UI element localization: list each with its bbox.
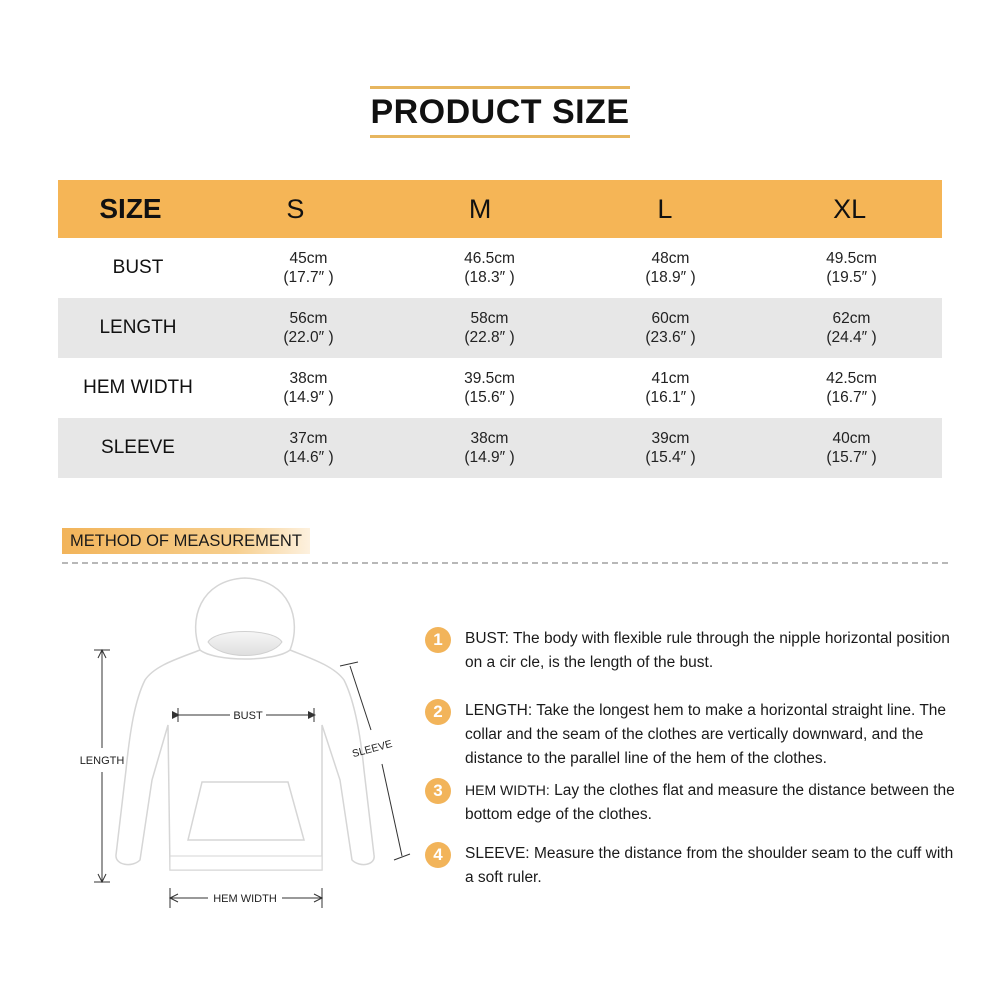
step-body: The body with flexible rule through the nipple horizontal position on a cir cle, is the length of the bust. [465,630,950,671]
header-size-label: SIZE [99,193,162,224]
cell-inch: (18.3″ ) [464,269,515,286]
cell-inch: (24.4″ ) [826,329,877,346]
cell-cm: 56cm [289,310,328,327]
size-chart-table [58,180,942,478]
cell-cm: 48cm [651,250,690,267]
table-cell [761,369,942,407]
cell-cm: 62cm [832,310,871,327]
table-cell [580,309,761,347]
cell-inch: (14.6″ ) [283,449,334,466]
row-label: LENGTH [99,317,177,338]
table-cell [580,429,761,467]
cell-cm: 40cm [832,430,871,447]
cell-cm: 38cm [470,430,509,447]
step-term: LENGTH: [465,702,533,719]
step-description [465,699,955,771]
cell-cm: 58cm [470,310,509,327]
diagram-label-bust: BUST [233,710,263,722]
table-cell [218,249,399,287]
cell-cm: 45cm [289,250,328,267]
step-body: Measure the distance from the shoulder seam to the cuff with a soft ruler. [465,845,954,886]
row-label: HEM WIDTH [83,377,193,398]
page-title: PRODUCT SIZE [370,92,630,131]
table-row-bust [58,238,942,298]
measurement-step-2 [425,699,955,771]
header-size-xl: XL [833,193,867,224]
step-body: Lay the clothes flat and measure the distance between the bottom edge of the clothes. [465,782,955,823]
measurement-step-1 [425,627,955,675]
table-cell [399,369,580,407]
table-cell [580,369,761,407]
cell-cm: 46.5cm [464,250,515,267]
header-size-l: L [657,193,673,224]
cell-inch: (22.8″ ) [464,329,515,346]
cell-cm: 41cm [651,370,690,387]
cell-inch: (16.7″ ) [826,389,877,406]
table-cell [580,249,761,287]
cell-cm: 38cm [289,370,328,387]
title-box [370,86,630,138]
step-description [465,778,955,827]
cell-inch: (14.9″ ) [464,449,515,466]
cell-cm: 42.5cm [826,370,877,387]
step-number-badge: 1 [425,627,451,653]
step-number-badge: 4 [425,842,451,868]
cell-inch: (14.9″ ) [283,389,334,406]
table-row-length [58,298,942,358]
cell-inch: (19.5″ ) [826,269,877,286]
table-cell [218,429,399,467]
table-cell [761,309,942,347]
cell-inch: (15.7″ ) [826,449,877,466]
step-number-badge: 2 [425,699,451,725]
diagram-label-hem-width: HEM WIDTH [213,893,277,905]
table-cell [218,369,399,407]
step-term: BUST: [465,630,509,647]
step-term: SLEEVE: [465,845,530,862]
cell-inch: (22.0″ ) [283,329,334,346]
hoodie-hem [170,856,322,870]
hoodie-diagram [60,570,430,920]
table-cell [761,249,942,287]
cell-cm: 37cm [289,430,328,447]
cell-inch: (17.7″ ) [283,269,334,286]
cell-inch: (18.9″ ) [645,269,696,286]
cell-inch: (16.1″ ) [645,389,696,406]
cell-inch: (23.6″ ) [645,329,696,346]
step-body: Take the longest hem to make a horizontal straight line. The collar and the seam of the clothes are vertically downward, and the distance to the parallel line of the hem of the clothes. [465,702,947,767]
measurement-step-4 [425,842,955,890]
row-label: BUST [112,257,164,278]
cell-cm: 39.5cm [464,370,515,387]
step-description [465,842,955,890]
table-cell [399,249,580,287]
step-term: HEM WIDTH: [465,782,550,798]
header-size-s: S [286,193,305,224]
table-cell [761,429,942,467]
table-header-row [58,180,942,238]
cell-cm: 49.5cm [826,250,877,267]
table-cell [399,309,580,347]
table-row-sleeve [58,418,942,478]
hoodie-pocket [188,782,304,840]
diagram-label-sleeve: SLEEVE [350,738,394,761]
cell-cm: 60cm [651,310,690,327]
step-number-badge: 3 [425,778,451,804]
table-row-hem-width [58,358,942,418]
diagram-label-length: LENGTH [79,755,125,767]
method-heading: METHOD OF MEASUREMENT [62,528,310,554]
measurement-step-3 [425,778,955,827]
table-cell [218,309,399,347]
table-cell [399,429,580,467]
cell-inch: (15.6″ ) [464,389,515,406]
step-description [465,627,955,675]
cell-cm: 39cm [651,430,690,447]
section-divider [62,562,948,564]
row-label: SLEEVE [101,437,175,458]
cell-inch: (15.4″ ) [645,449,696,466]
header-size-m: M [468,193,492,224]
